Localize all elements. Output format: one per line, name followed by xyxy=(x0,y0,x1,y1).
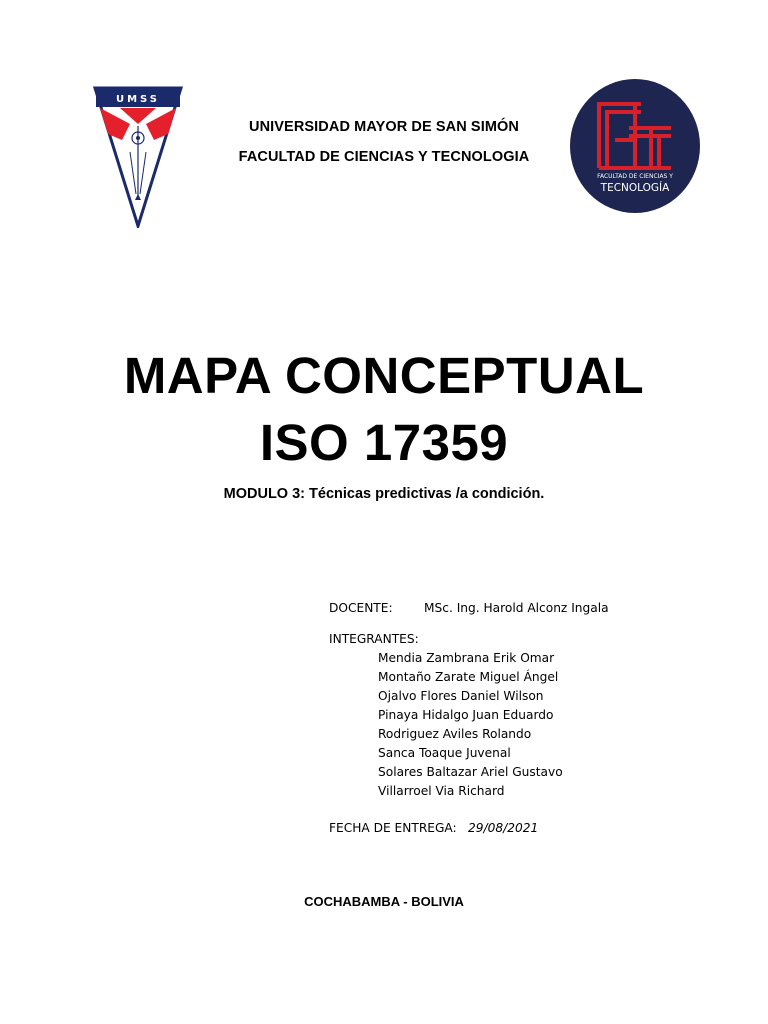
university-name: UNIVERSIDAD MAYOR DE SAN SIMÓN xyxy=(249,119,519,135)
member-item: Ojalvo Flores Daniel Wilson xyxy=(378,689,544,703)
doc-title-line1: MAPA CONCEPTUAL xyxy=(123,347,645,404)
fecha-label: FECHA DE ENTREGA: xyxy=(329,821,457,835)
fcyt-caption-small: FACULTAD DE CIENCIAS Y xyxy=(597,173,673,180)
umss-logo-text: UMSS xyxy=(115,94,161,105)
umss-logo xyxy=(92,86,184,228)
docente-label: DOCENTE: xyxy=(329,601,393,615)
integrantes-label: INTEGRANTES: xyxy=(329,632,419,646)
member-item: Rodriguez Aviles Rolando xyxy=(378,727,532,741)
fecha-value: 29/08/2021 xyxy=(468,821,539,835)
city-country: COCHABAMBA - BOLIVIA xyxy=(304,894,464,909)
member-item: Montaño Zarate Miguel Ángel xyxy=(378,670,559,684)
member-item: Pinaya Hidalgo Juan Eduardo xyxy=(378,708,554,722)
module-subtitle: MODULO 3: Técnicas predictivas /a condición. xyxy=(223,486,545,502)
member-item: Mendia Zambrana Erik Omar xyxy=(378,651,555,665)
members-list xyxy=(378,650,563,802)
fcyt-caption-large: TECNOLOGÍA xyxy=(600,182,670,194)
doc-title-line2: ISO 17359 xyxy=(259,414,509,471)
faculty-name: FACULTAD DE CIENCIAS Y TECNOLOGIA xyxy=(238,149,530,165)
member-item: Solares Baltazar Ariel Gustavo xyxy=(378,765,563,779)
docente-value: MSc. Ing. Harold Alconz Ingala xyxy=(424,601,609,615)
fcyt-logo xyxy=(569,78,701,214)
member-item: Villarroel Via Richard xyxy=(378,784,505,798)
member-item: Sanca Toaque Juvenal xyxy=(378,746,511,760)
